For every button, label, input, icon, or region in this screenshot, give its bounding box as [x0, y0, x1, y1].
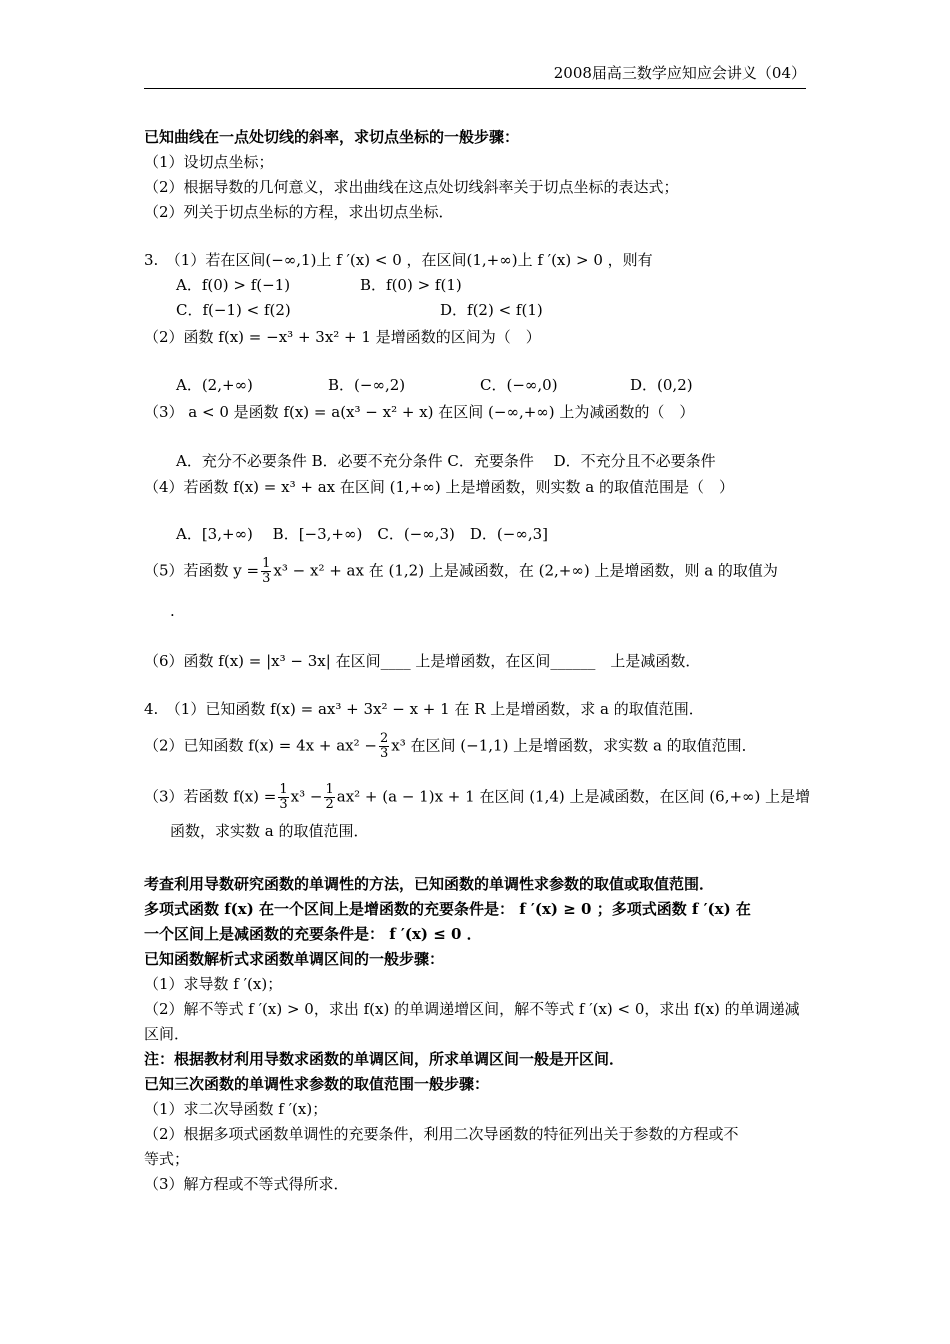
option-b: B．(−∞,2): [328, 376, 406, 394]
summary-subheading: 已知三次函数的单调性求参数的取值范围一般步骤：: [144, 1075, 490, 1093]
text-fragment: （3）若函数 f(x) =: [144, 787, 277, 806]
numerator: 1: [279, 782, 288, 797]
question-3-part-3: （3） a < 0 是函数 f(x) = a(x³ − x² + x) 在区间 (−∞,+∞) 上为减函数的（ ）: [144, 403, 695, 421]
numerator: 2: [380, 731, 389, 746]
summary-heading: 考查利用导数研究函数的单调性的方法，已知函数的单调性求参数的取值或取值范围．: [144, 875, 715, 893]
header-rule: [144, 88, 806, 89]
step-line: （2）列关于切点坐标的方程，求出切点坐标．: [144, 203, 454, 221]
numerator: 1: [262, 556, 271, 571]
question-3-part-6: （6）函数 f(x) = |x³ − 3x| 在区间____ 上是增函数，在区间______ 上是减函数．: [144, 652, 701, 670]
text-fragment: ax² + (a − 1)x + 1 在区间 (1,4) 上是减函数，在区间 (6,+∞) 上是增: [336, 787, 811, 806]
step-line: （1）设切点坐标；: [144, 153, 274, 171]
question-4-part-3: [144, 783, 810, 812]
denominator: 3: [380, 746, 389, 761]
steps-heading: 已知曲线在一点处切线的斜率，求切点坐标的一般步骤：: [144, 128, 520, 146]
option-a: A．f(0) > f(−1): [176, 276, 291, 294]
summary-step: （2）根据多项式函数单调性的充要条件，利用二次导函数的特征列出关于参数的方程或不: [144, 1125, 739, 1143]
question-3-part-2: （2）函数 f(x) = −x³ + 3x² + 1 是增函数的区间为（ ）: [144, 328, 541, 346]
option-d: D．f(2) < f(1): [440, 301, 543, 319]
denominator: 3: [262, 571, 271, 586]
text-fragment: （2）已知函数 f(x) = 4x + ax² −: [144, 736, 377, 755]
summary-step: （3）解方程或不等式得所求．: [144, 1175, 349, 1193]
answer-blank: .: [170, 602, 175, 620]
denominator: 3: [279, 797, 288, 812]
option-a: A．(2,+∞): [176, 376, 253, 394]
summary-line: 多项式函数 f(x) 在一个区间上是增函数的充要条件是： f ′(x) ≥ 0 ；多项式函数 f ′(x) 在: [144, 900, 751, 918]
option-d: D．(0,2): [630, 376, 693, 394]
option-b: B．f(0) > f(1): [360, 276, 462, 294]
page-header: 2008届高三数学应知应会讲义（04）: [553, 64, 806, 82]
fraction: [261, 557, 271, 586]
text-fragment: （5）若函数 y =: [144, 561, 260, 580]
text-fragment: x³ − x² + ax 在 (1,2) 上是减函数，在 (2,+∞) 上是增函数，则 a 的取值为: [273, 561, 778, 580]
text-fragment: x³ 在区间 (−1,1) 上是增函数，求实数 a 的取值范围．: [391, 736, 757, 755]
summary-step-cont: 等式；: [144, 1150, 190, 1168]
summary-step-cont: 区间．: [144, 1025, 190, 1043]
fraction: [324, 783, 334, 812]
options-line: A．[3,+∞) B．[−3,+∞) C．(−∞,3) D．(−∞,3]: [176, 525, 549, 543]
denominator: 2: [325, 797, 334, 812]
summary-subheading: 已知函数解析式求函数单调区间的一般步骤：: [144, 950, 445, 968]
option-c: C．f(−1) < f(2): [176, 301, 291, 319]
text-fragment: x³ −: [290, 787, 323, 806]
question-4-part-2: [144, 732, 757, 761]
summary-step: （1）求导数 f ′(x)；: [144, 975, 283, 993]
fraction: [278, 783, 288, 812]
summary-step: （1）求二次导函数 f ′(x)；: [144, 1100, 328, 1118]
note-line: 注：根据教材利用导数求函数的单调区间，所求单调区间一般是开区间．: [144, 1050, 625, 1068]
summary-line: 一个区间上是减函数的充要条件是： f ′(x) ≤ 0 ．: [144, 925, 482, 943]
step-line: （2）根据导数的几何意义，求出曲线在这点处切线斜率关于切点坐标的表达式；: [144, 178, 679, 196]
question-4-part-1: 4. （1）已知函数 f(x) = ax³ + 3x² − x + 1 在 R 上是增函数，求 a 的取值范围．: [144, 700, 704, 718]
question-3-part-1: 3. （1）若在区间(−∞,1)上 f ′(x) < 0 ，在区间(1,+∞)上 f ′(x) > 0 ，则有: [144, 251, 653, 269]
question-3-part-5: [144, 557, 778, 586]
question-3-part-4: （4）若函数 f(x) = x³ + ax 在区间 (1,+∞) 上是增函数，则实数 a 的取值范围是（ ）: [144, 478, 734, 496]
summary-step: （2）解不等式 f ′(x) > 0，求出 f(x) 的单调递增区间，解不等式 f ′(x) < 0，求出 f(x) 的单调递减: [144, 1000, 800, 1018]
fraction: [379, 732, 389, 761]
numerator: 1: [325, 782, 334, 797]
options-line: A．充分不必要条件 B．必要不充分条件 C．充要条件 D．不充分且不必要条件: [176, 452, 716, 470]
option-c: C．(−∞,0): [480, 376, 558, 394]
question-4-part-3-cont: 函数，求实数 a 的取值范围．: [170, 822, 369, 840]
